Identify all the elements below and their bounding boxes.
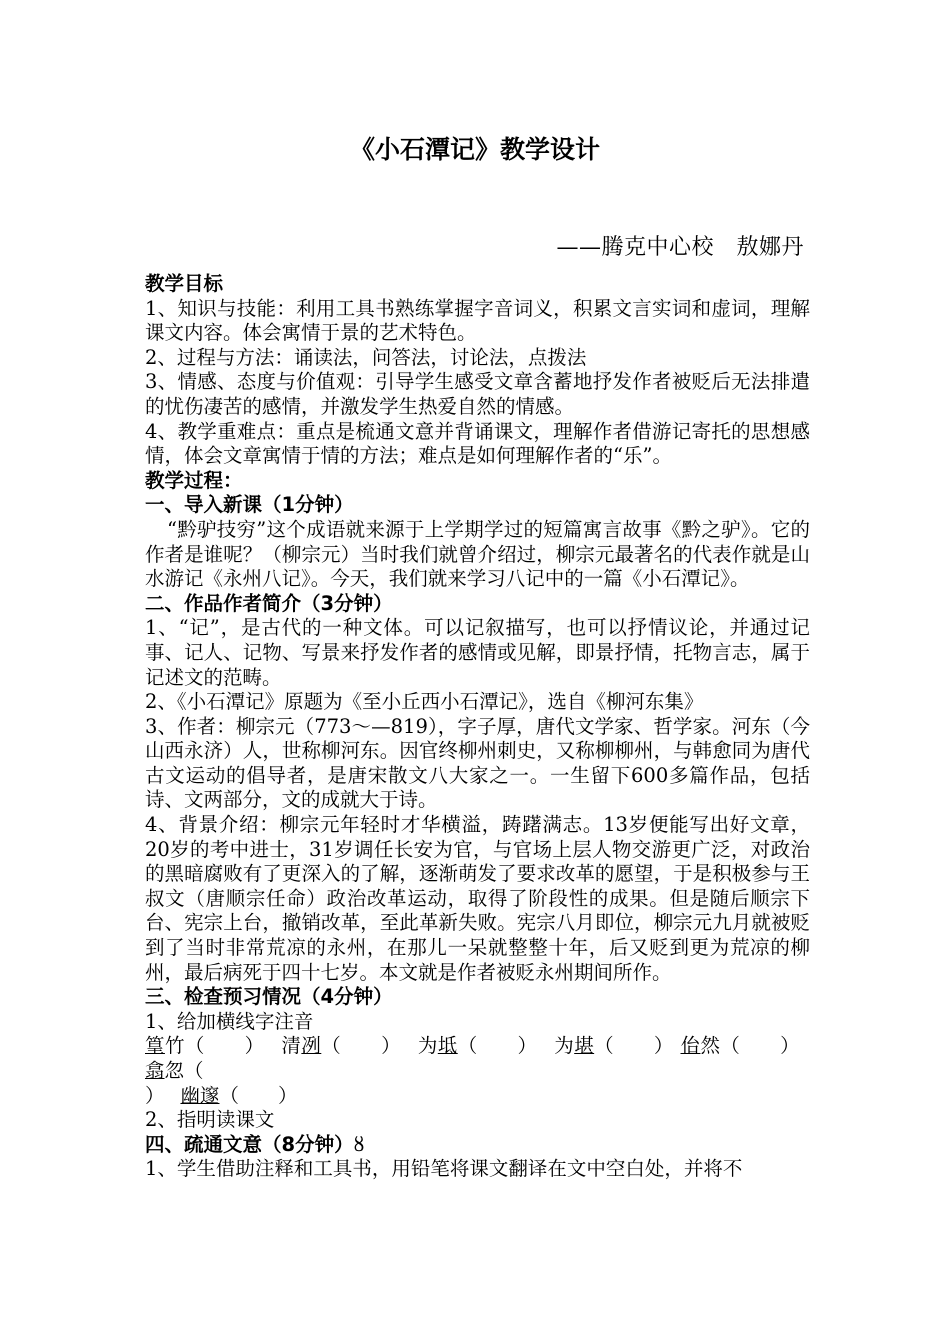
goals-heading: 教学目标: [145, 272, 224, 295]
document-body: [145, 272, 810, 1182]
process-heading: 教学过程：: [145, 468, 243, 492]
page-title: 《小石潭记》教学设计: [349, 135, 600, 164]
section-heading: 一、导入新课（1分钟）: [145, 493, 354, 517]
section-heading: 四、疏通文意（8分钟）: [145, 1132, 354, 1156]
section-item: 1、“记”，是古代的一种文体。可以记叙描写，也可以抒情议论，并通过记事、记人、记物、写景来抒发作者的感情或见解，即景抒情，托物言志，属于记述文的范畴。: [145, 616, 810, 689]
word-item: 清冽（ ）: [281, 1034, 392, 1058]
section-heading-row: [145, 1133, 810, 1158]
section-heading: 二、作品作者简介（3分钟）: [145, 591, 393, 615]
section-item: 1、给加横线字注音: [145, 1009, 314, 1033]
section-item: 2、《小石潭记》原题为《至小丘西小石潭记》，选自《柳河东集》: [145, 690, 704, 714]
section-item: 3、作者：柳宗元（773～—819），字子厚，唐代文学家、哲学家。河东（今山西永济）人，世称柳河东。因官终柳州刺史，又称柳柳州，与韩愈同为唐代古文运动的倡导者，是唐宋散文八大家之一。一生留下600多篇作品，包括诗、文两部分，文的成就大于诗。: [145, 714, 810, 812]
goal-item: 3、情感、态度与价值观：引导学生感受文章含蓄地抒发作者被贬后无法排遣的忧伤凄苦的感情，并激发学生热爱自然的情感。: [145, 370, 810, 418]
word-item: ）: [145, 1083, 155, 1107]
goal-item: 1、知识与技能：利用工具书熟练掌握字音词义，积累文言实词和虚词，理解课文内容。体会寓情于景的艺术特色。: [145, 296, 810, 345]
heading-symbol: ȣ: [353, 1132, 365, 1156]
pinyin-exercise: [145, 1034, 810, 1108]
word-item: 幽邃（ ）: [180, 1083, 298, 1107]
word-item: 佁然（ ）: [680, 1034, 791, 1058]
section-item: 1、学生借助注释和工具书，用铅笔将课文翻译在文中空白处，并将不: [145, 1157, 743, 1181]
word-item: 为坻（ ）: [417, 1034, 528, 1058]
word-item: 篁竹（ ）: [145, 1034, 255, 1058]
word-item: 翕忽（: [145, 1059, 204, 1082]
section-item: 2、指明读课文: [145, 1108, 275, 1132]
section-item: 4、背景介绍：柳宗元年轻时才华横溢，踌躇满志。13岁便能写出好文章，20岁的考中进士，31岁调任长安为官，与官场上层人物交游更广泛，对政治的黑暗腐败有了更深入的了解，逐渐萌发了要求改革的愿望，于是积极参与王叔文（唐顺宗任命）政治改革运动，取得了阶段性的成果。但是随后顺宗下台、宪宗上台，撤销改革，至此革新失败。宪宗八月即位，柳宗元九月就被贬到了当时非常荒凉的永州，在那儿一呆就整整十年，后又贬到更为荒凉的柳州，最后病死于四十七岁。本文就是作者被贬永州期间所作。: [145, 813, 810, 984]
goal-item: 2、过程与方法：诵读法，问答法，讨论法，点拨法: [145, 345, 587, 369]
section-heading: 三、检查预习情况（4分钟）: [145, 985, 393, 1009]
author-line: ——腾克中心校 敖娜丹: [556, 235, 804, 260]
section-paragraph: “黔驴技穷”这个成语就来源于上学期学过的短篇寓言故事《黔之驴》。它的作者是谁呢？（柳宗元）当时我们就曾介绍过，柳宗元最著名的代表作就是山水游记《永州八记》。今天，我们就来学习八记中的一篇《小石潭记》。: [145, 517, 810, 591]
goal-item: 4、教学重难点：重点是梳通文意并背诵课文，理解作者借游记寄托的思想感情，体会文章寓情于情的方法；难点是如何理解作者的“乐”。: [145, 419, 810, 468]
word-item: 为堪（ ）: [554, 1034, 674, 1058]
